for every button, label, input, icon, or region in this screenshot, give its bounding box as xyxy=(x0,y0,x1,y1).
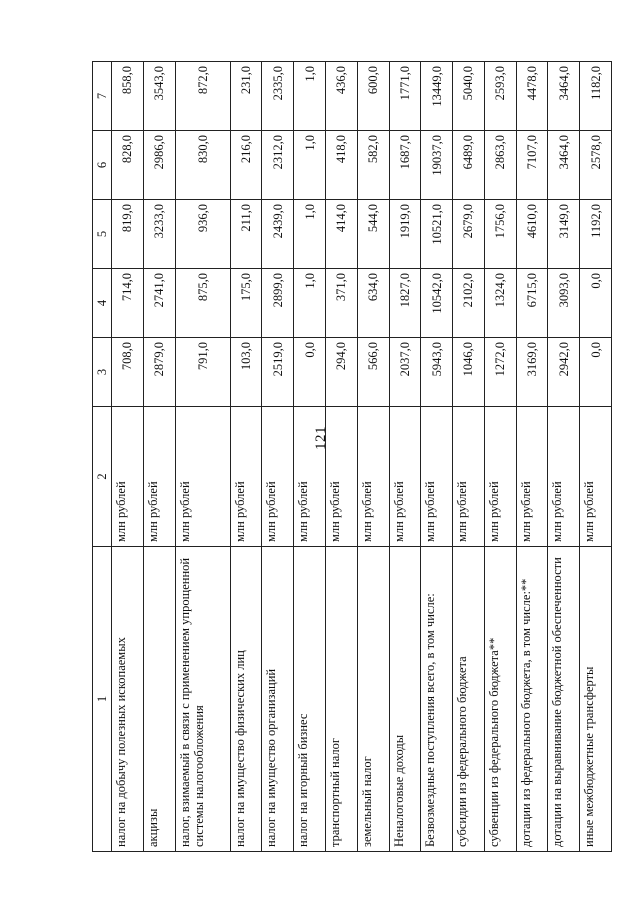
row-label: налог на имущество организаций xyxy=(262,547,294,852)
value-cell: 4478,0 xyxy=(516,62,548,131)
value-cell: 0,0 xyxy=(294,338,326,407)
value-cell: 5040,0 xyxy=(453,62,485,131)
table-row xyxy=(230,62,262,852)
value-cell: 1182,0 xyxy=(580,62,612,131)
header-cell: 7 xyxy=(93,62,112,131)
value-cell: 1,0 xyxy=(294,269,326,338)
table-container xyxy=(92,62,612,852)
value-cell: 6715,0 xyxy=(516,269,548,338)
value-cell: 103,0 xyxy=(230,338,262,407)
row-label: Безвозмездные поступления всего, в том числе: xyxy=(421,547,453,852)
value-cell: 566,0 xyxy=(357,338,389,407)
value-cell: 2335,0 xyxy=(262,62,294,131)
value-cell: 2037,0 xyxy=(389,338,421,407)
value-cell: 2741,0 xyxy=(143,269,175,338)
table-row xyxy=(262,62,294,852)
value-cell: 1,0 xyxy=(294,131,326,200)
table-body xyxy=(112,62,612,852)
value-cell: 708,0 xyxy=(112,338,144,407)
value-cell: 936,0 xyxy=(175,200,230,269)
value-cell: 211,0 xyxy=(230,200,262,269)
budget-table xyxy=(92,61,612,852)
table-row xyxy=(175,62,230,852)
row-unit: млн рублей xyxy=(262,407,294,547)
value-cell: 3543,0 xyxy=(143,62,175,131)
value-cell: 2519,0 xyxy=(262,338,294,407)
row-label: налог на игорный бизнес xyxy=(294,547,326,852)
value-cell: 828,0 xyxy=(112,131,144,200)
row-unit: млн рублей xyxy=(548,407,580,547)
value-cell: 1324,0 xyxy=(484,269,516,338)
value-cell: 3464,0 xyxy=(548,62,580,131)
table-row xyxy=(326,62,358,852)
value-cell: 4610,0 xyxy=(516,200,548,269)
value-cell: 875,0 xyxy=(175,269,230,338)
value-cell: 1827,0 xyxy=(389,269,421,338)
row-unit: млн рублей xyxy=(357,407,389,547)
value-cell: 7107,0 xyxy=(516,131,548,200)
value-cell: 0,0 xyxy=(580,338,612,407)
page-number: 121 xyxy=(313,426,329,450)
header-cell: 6 xyxy=(93,131,112,200)
row-label: иные межбюджетные трансферты xyxy=(580,547,612,852)
value-cell: 371,0 xyxy=(326,269,358,338)
value-cell: 3169,0 xyxy=(516,338,548,407)
value-cell: 1687,0 xyxy=(389,131,421,200)
value-cell: 858,0 xyxy=(112,62,144,131)
row-unit: млн рублей xyxy=(484,407,516,547)
value-cell: 418,0 xyxy=(326,131,358,200)
value-cell: 582,0 xyxy=(357,131,389,200)
value-cell: 1919,0 xyxy=(389,200,421,269)
row-label: дотации из федерального бюджета, в том числе:** xyxy=(516,547,548,852)
value-cell: 1756,0 xyxy=(484,200,516,269)
header-cell: 3 xyxy=(93,338,112,407)
value-cell: 830,0 xyxy=(175,131,230,200)
value-cell: 2986,0 xyxy=(143,131,175,200)
header-cell: 4 xyxy=(93,269,112,338)
value-cell: 2102,0 xyxy=(453,269,485,338)
value-cell: 2578,0 xyxy=(580,131,612,200)
value-cell: 819,0 xyxy=(112,200,144,269)
table-row xyxy=(484,62,516,852)
value-cell: 10542,0 xyxy=(421,269,453,338)
value-cell: 714,0 xyxy=(112,269,144,338)
value-cell: 414,0 xyxy=(326,200,358,269)
value-cell: 1272,0 xyxy=(484,338,516,407)
value-cell: 2899,0 xyxy=(262,269,294,338)
row-unit: млн рублей xyxy=(580,407,612,547)
table-row xyxy=(389,62,421,852)
table-row xyxy=(548,62,580,852)
value-cell: 2439,0 xyxy=(262,200,294,269)
row-label: налог, взимаемый в связи с применением упрощенной системы налогообложения xyxy=(175,547,230,852)
table-row xyxy=(453,62,485,852)
row-unit: млн рублей xyxy=(143,407,175,547)
row-label: Неналоговые доходы xyxy=(389,547,421,852)
row-label: акцизы xyxy=(143,547,175,852)
value-cell: 294,0 xyxy=(326,338,358,407)
table-row xyxy=(112,62,144,852)
row-unit: млн рублей xyxy=(421,407,453,547)
value-cell: 216,0 xyxy=(230,131,262,200)
row-label: дотации на выравнивание бюджетной обеспеченности xyxy=(548,547,580,852)
value-cell: 1,0 xyxy=(294,62,326,131)
value-cell: 600,0 xyxy=(357,62,389,131)
value-cell: 1771,0 xyxy=(389,62,421,131)
row-unit: млн рублей xyxy=(326,407,358,547)
row-label: субвенции из федерального бюджета** xyxy=(484,547,516,852)
value-cell: 3093,0 xyxy=(548,269,580,338)
value-cell: 2312,0 xyxy=(262,131,294,200)
value-cell: 231,0 xyxy=(230,62,262,131)
header-row xyxy=(93,62,112,852)
table-row xyxy=(421,62,453,852)
value-cell: 1046,0 xyxy=(453,338,485,407)
value-cell: 5943,0 xyxy=(421,338,453,407)
value-cell: 2879,0 xyxy=(143,338,175,407)
row-label: субсидии из федерального бюджета xyxy=(453,547,485,852)
value-cell: 1,0 xyxy=(294,200,326,269)
value-cell: 872,0 xyxy=(175,62,230,131)
value-cell: 13449,0 xyxy=(421,62,453,131)
row-label: налог на добычу полезных ископаемых xyxy=(112,547,144,852)
row-unit: млн рублей xyxy=(112,407,144,547)
value-cell: 3233,0 xyxy=(143,200,175,269)
row-unit: млн рублей xyxy=(516,407,548,547)
table-row xyxy=(357,62,389,852)
row-label: транспортный налог xyxy=(326,547,358,852)
header-cell: 1 xyxy=(93,547,112,852)
value-cell: 10521,0 xyxy=(421,200,453,269)
table-row xyxy=(143,62,175,852)
value-cell: 2679,0 xyxy=(453,200,485,269)
row-unit: млн рублей xyxy=(175,407,230,547)
value-cell: 1192,0 xyxy=(580,200,612,269)
value-cell: 791,0 xyxy=(175,338,230,407)
table-row xyxy=(294,62,326,852)
value-cell: 3149,0 xyxy=(548,200,580,269)
row-label: налог на имущество физических лиц xyxy=(230,547,262,852)
value-cell: 436,0 xyxy=(326,62,358,131)
value-cell: 0,0 xyxy=(580,269,612,338)
value-cell: 544,0 xyxy=(357,200,389,269)
value-cell: 634,0 xyxy=(357,269,389,338)
value-cell: 2942,0 xyxy=(548,338,580,407)
value-cell: 19037,0 xyxy=(421,131,453,200)
value-cell: 3464,0 xyxy=(548,131,580,200)
table-row xyxy=(580,62,612,852)
row-label: земельный налог xyxy=(357,547,389,852)
value-cell: 2863,0 xyxy=(484,131,516,200)
row-unit: млн рублей xyxy=(389,407,421,547)
value-cell: 2593,0 xyxy=(484,62,516,131)
value-cell: 175,0 xyxy=(230,269,262,338)
row-unit: млн рублей xyxy=(230,407,262,547)
row-unit: млн рублей xyxy=(453,407,485,547)
value-cell: 6489,0 xyxy=(453,131,485,200)
header-cell: 2 xyxy=(93,407,112,547)
row-unit: млн рублей xyxy=(294,407,326,547)
header-cell: 5 xyxy=(93,200,112,269)
table-row xyxy=(516,62,548,852)
